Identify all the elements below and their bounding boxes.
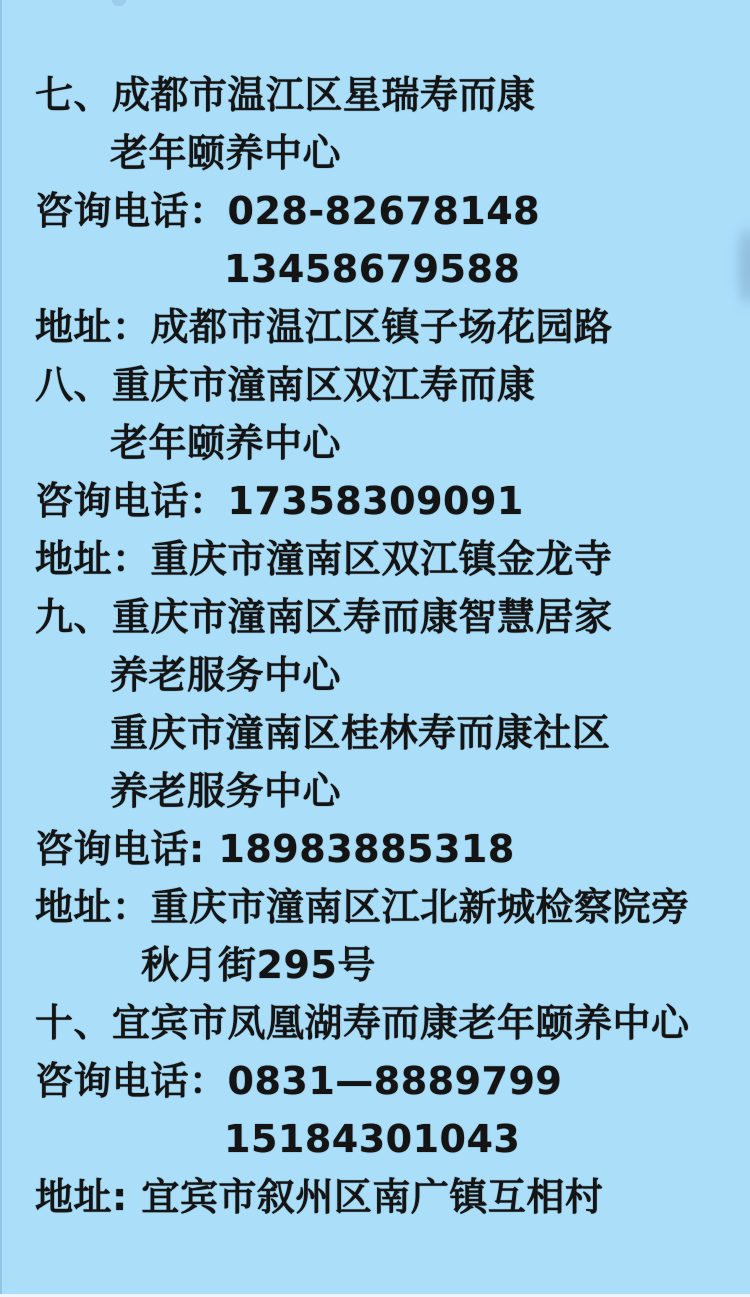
facility-10-name-line: 十、宜宾市凤凰湖寿而康老年颐养中心 [35,1001,690,1045]
facility-10-phone-2: 15184301043 [224,1117,521,1161]
facility-7-phone-2: 13458679588 [224,247,521,291]
facility-7-name-line-1: 七、成都市温江区星瑞寿而康 [35,73,536,117]
left-edge-artifact [0,0,2,1297]
facility-7-address: 地址：成都市温江区镇子场花园路 [35,305,613,349]
facility-10-address: 地址: 宜宾市叙州区南广镇互相村 [35,1175,604,1219]
facility-9-address-line-2: 秋月街295号 [141,943,376,987]
facility-10-phone-line: 咨询电话：0831—8889799 [35,1059,563,1103]
facility-9-phone-line: 咨询电话: 18983885318 [35,827,515,871]
contact-list-content [0,66,750,1226]
right-edge-smudge [739,228,750,304]
facility-7-name-line-2: 老年颐养中心 [110,131,342,175]
facility-9-address-line-1: 地址：重庆市潼南区江北新城检察院旁 [35,885,690,929]
facility-8-phone-line: 咨询电话：17358309091 [35,479,524,523]
facility-9-name-line-3: 重庆市潼南区桂林寿而康社区 [110,711,611,755]
top-edge-artifact [112,0,126,6]
facility-8-address: 地址：重庆市潼南区双江镇金龙寺 [35,537,613,581]
facility-8-name-line-1: 八、重庆市潼南区双江寿而康 [35,363,536,407]
facility-8-name-line-2: 老年颐养中心 [110,421,342,465]
facility-9-name-line-1: 九、重庆市潼南区寿而康智慧居家 [35,595,613,639]
facility-7-phone-line: 咨询电话：028-82678148 [35,189,541,233]
facility-9-name-line-4: 养老服务中心 [110,769,342,813]
facility-9-name-line-2: 养老服务中心 [110,653,342,697]
